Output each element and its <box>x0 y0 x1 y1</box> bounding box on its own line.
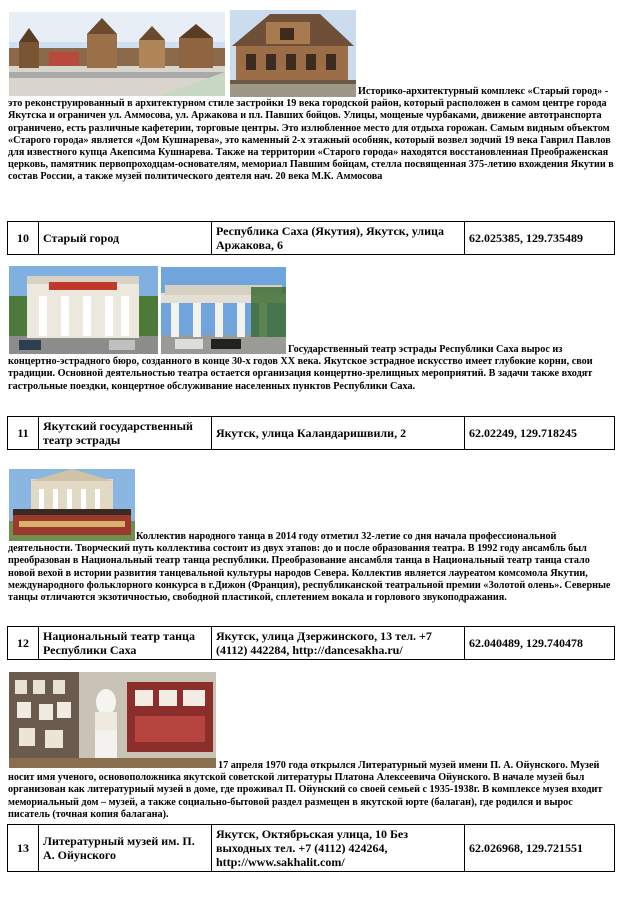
place-coordinates: 62.025385, 129.735489 <box>465 222 615 255</box>
theatre-estrady-columns-photo <box>161 267 286 354</box>
place-address: Якутск, Октябрьская улица, 10 Без выходных тел. +7 (4112) 424264, http://www.sakhalit.com/ <box>212 825 465 872</box>
row-number: 13 <box>8 825 39 872</box>
place-address: Республика Саха (Якутия), Якутск, улица Аржакова, 6 <box>212 222 465 255</box>
table-row <box>7 221 615 255</box>
table-row <box>7 416 615 450</box>
place-name: Литературный музей им. П. А. Ойунского <box>39 825 212 872</box>
section-description: Государственный театр эстрады Республики Саха вырос из концертно-эстрадного бюро, созданного в конце 30-х годов XX века. Якутское эстрадное искусство имеет глубокие корни, свои традиции. Основной деятельностью театра остается организация концертно-зрелищных мероприятий. В задачи также входят гастрольные поездки, концертное обслуживание населенных пунктов Республики Саха. <box>8 344 593 392</box>
place-name: Якутский государственный театр эстрады <box>39 417 212 450</box>
section-description: 17 апреля 1970 года открылся Литературный музей имени П. А. Ойунского. Музей носит имя ученого, основоположника якутской советской литературы Платона Алексеевича Ойунского. В начале музей был организован как литературный музей в доме, где проживал П. Ойунский со своей семьей с 1935-1938г. В комплексе музея входит мемориальный дом – музей, а также социально-бытовой раздел размещен в якутской юрте (балаган), где родился и вырос писатель (точная копия балагана). <box>8 760 603 820</box>
place-name: Национальный театр танца Республики Саха <box>39 627 212 660</box>
row-number: 11 <box>8 417 39 450</box>
table-row <box>7 824 615 872</box>
row-number: 12 <box>8 627 39 660</box>
theatre-estrady-facade-photo <box>9 266 158 354</box>
place-address: Якутск, улица Дзержинского, 13 тел. +7 (4112) 442284, http://dancesakha.ru/ <box>212 627 465 660</box>
place-name: Старый город <box>39 222 212 255</box>
place-coordinates: 62.02249, 129.718245 <box>465 417 615 450</box>
place-address: Якутск, улица Каландаришвили, 2 <box>212 417 465 450</box>
section-description: Коллектив народного танца в 2014 году отметил 32-летие со дня начала профессиональной деятельности. Творческий путь коллектива состоит из двух этапов: до и после образования театра. В 1992 году ансамбль был преобразован в Национальный театр танца республики. Преобразование ансамбля танца в Национальный театр танца стало новой вехой в истории развития танцевальной культуры народов Севера. Коллектив является лауреатом комсомола Якутии, международного фольклорного конкурса в г.Дижон (Франция), республиканской театральной премии «Золотой олень». Северные танцы отличаются экзотичностью, свободной пластикой, сплетением вокала и горлового звукоподражания. <box>8 531 611 604</box>
place-coordinates: 62.026968, 129.721551 <box>465 825 615 872</box>
table-row <box>7 626 615 660</box>
museum-interior-bust-photo <box>9 672 216 768</box>
section-description: Историко-архитектурный комплекс «Старый город» - это реконструированный в архитектурном стиле застройки 19 века городской район, который расположен в самом центре города Якутска и ограничен ул. Аммосова, ул. Аржакова и пл. Павших бойцов. Улицы, мощеные чурбаками, движение автотранспорта ограничено, есть различные кафетерии, торговые центры. Это излюбленное место для отдыха горожан. Самым видным объектом «Старого города» является «Дом Кушнарева», это каменный 2-х этажный особняк, который возвел зодчий 19 века Гаврил Павлов для известного купца Акепсима Кушнарева. Также на территории «Старого города» находятся восстановленная Преображенская церковь, памятник первопроходцам-основателям, мемориал Павшим бойцам, стелла посвященная 375-летию вхождения Якутии в состав России, а также музей политического деятеля нач. 20 века М.К. Аммосова <box>8 86 614 183</box>
place-coordinates: 62.040489, 129.740478 <box>465 627 615 660</box>
wooden-mansion-photo <box>230 10 356 97</box>
row-number: 10 <box>8 222 39 255</box>
kremlin-style-wooden-towers-photo <box>9 12 225 96</box>
